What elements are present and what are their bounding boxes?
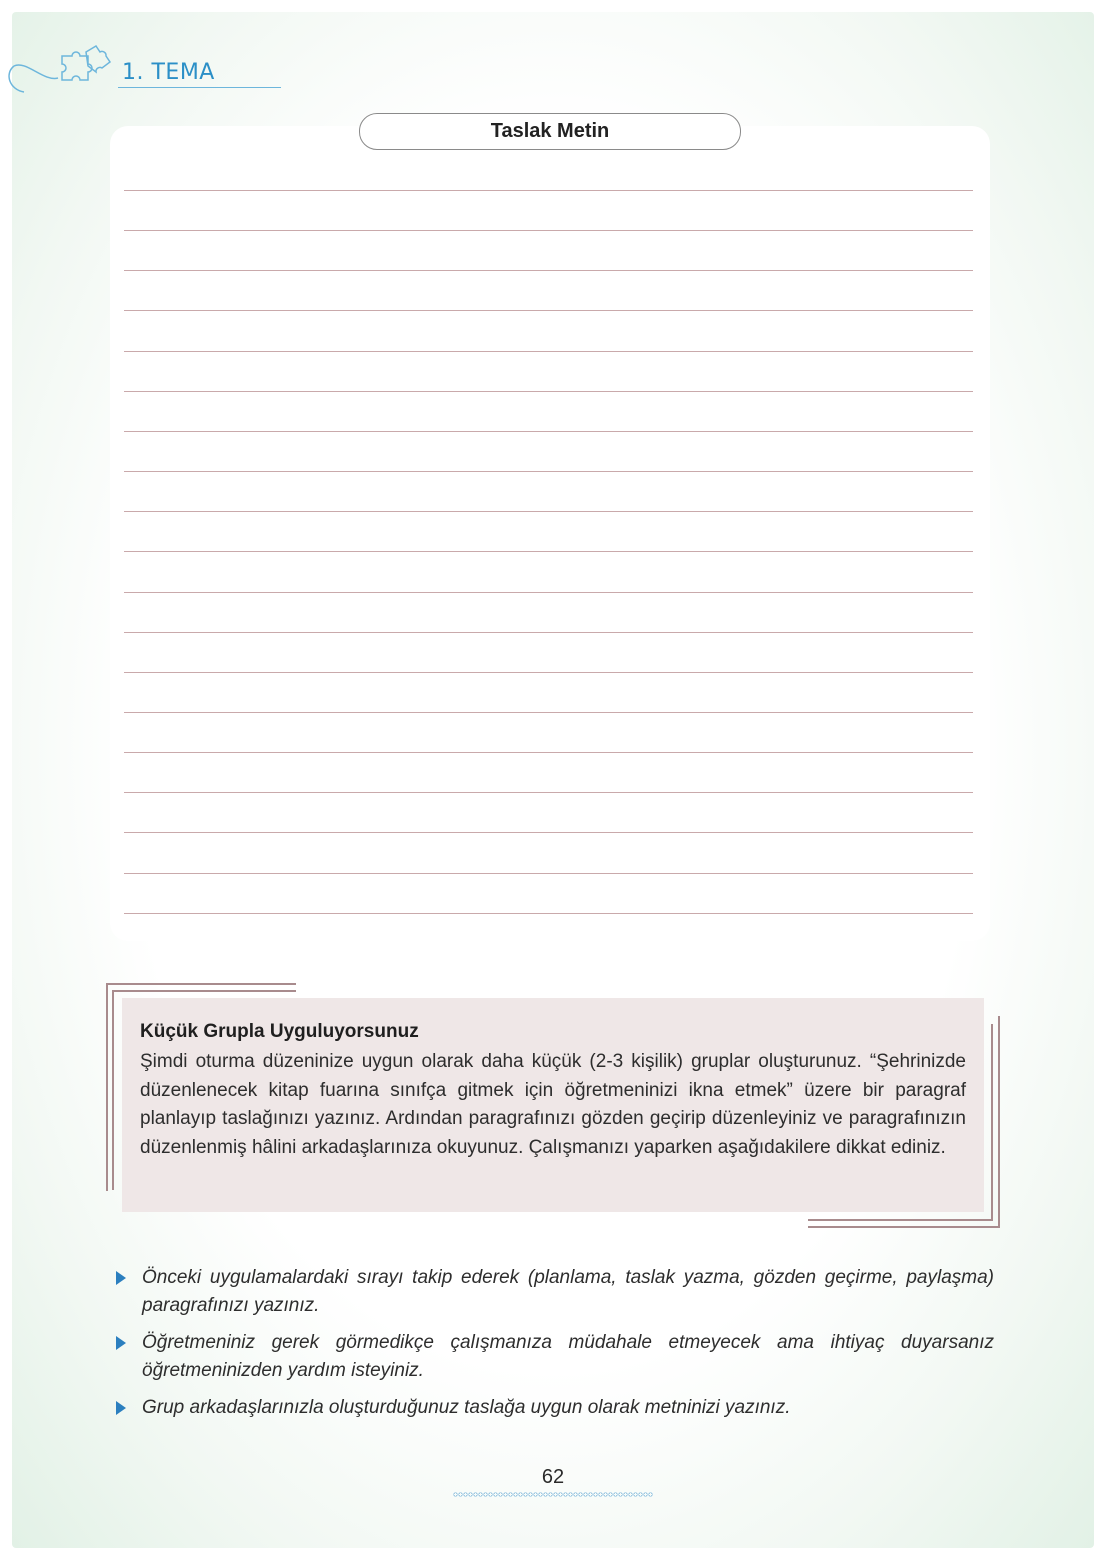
writing-line	[124, 712, 973, 713]
writing-line	[124, 672, 973, 673]
writing-line	[124, 632, 973, 633]
draft-title: Taslak Metin	[359, 113, 741, 150]
writing-line	[124, 792, 973, 793]
frame-decoration	[998, 1016, 1000, 1228]
writing-line	[124, 471, 973, 472]
group-work-title: Küçük Grupla Uyguluyorsunuz	[140, 1021, 419, 1042]
writing-line	[124, 873, 973, 874]
frame-decoration	[991, 1024, 993, 1221]
instruction-text: Önceki uygulamalardaki sırayı takip ederek (planlama, taslak yazma, gözden geçirme, paylaşma) paragrafınızı yazınız.	[142, 1267, 994, 1316]
instruction-item	[112, 1329, 994, 1385]
instruction-item	[112, 1394, 994, 1422]
writing-line	[124, 551, 973, 552]
group-work-box	[122, 998, 984, 1212]
page-number-decoration	[453, 1492, 653, 1497]
instruction-item	[112, 1264, 994, 1320]
instruction-list	[112, 1264, 994, 1431]
writing-line	[124, 592, 973, 593]
frame-decoration	[112, 990, 296, 992]
group-work-body: Şimdi oturma düzeninize uygun olarak daha küçük (2-3 kişilik) gruplar oluşturunuz. “Şehrinizde düzenlenecek kitap fuarına sınıfça gitmek için öğretmeninizi ikna etmek” üzere bir paragraf planlayıp taslağınızı yazınız. Ardından paragrafınızı gözden geçirip düzenleyiniz ve paragrafınızın düzenlenmiş hâlini arkadaşlarınıza okuyunuz. Çalışmanızı yaparken aşağıdakilere dikkat ediniz.	[140, 1051, 966, 1158]
writing-line	[124, 832, 973, 833]
writing-line	[124, 752, 973, 753]
writing-line	[124, 431, 973, 432]
writing-line	[124, 270, 973, 271]
theme-header	[0, 38, 300, 98]
frame-decoration	[106, 983, 108, 1191]
theme-label: 1. TEMA	[122, 60, 215, 85]
instruction-text: Öğretmeniniz gerek görmedikçe çalışmanıza müdahale etmeyecek ama ihtiyaç duyarsanız öğretmeninizden yardım isteyiniz.	[142, 1332, 994, 1381]
triangle-bullet-icon	[116, 1271, 126, 1285]
draft-writing-area	[110, 126, 990, 941]
writing-line	[124, 230, 973, 231]
frame-decoration	[106, 983, 296, 985]
frame-decoration	[808, 1226, 1000, 1228]
writing-line	[124, 190, 973, 191]
page-number: 62	[541, 1466, 565, 1488]
instruction-text: Grup arkadaşlarınızla oluşturduğunuz taslağa uygun olarak metninizi yazınız.	[142, 1397, 791, 1418]
triangle-bullet-icon	[116, 1401, 126, 1415]
writing-line	[124, 511, 973, 512]
writing-line	[124, 351, 973, 352]
writing-line	[124, 913, 973, 914]
writing-line	[124, 310, 973, 311]
header-underline	[118, 87, 281, 88]
writing-line	[124, 391, 973, 392]
frame-decoration	[112, 990, 114, 1190]
triangle-bullet-icon	[116, 1336, 126, 1350]
frame-decoration	[808, 1219, 993, 1221]
